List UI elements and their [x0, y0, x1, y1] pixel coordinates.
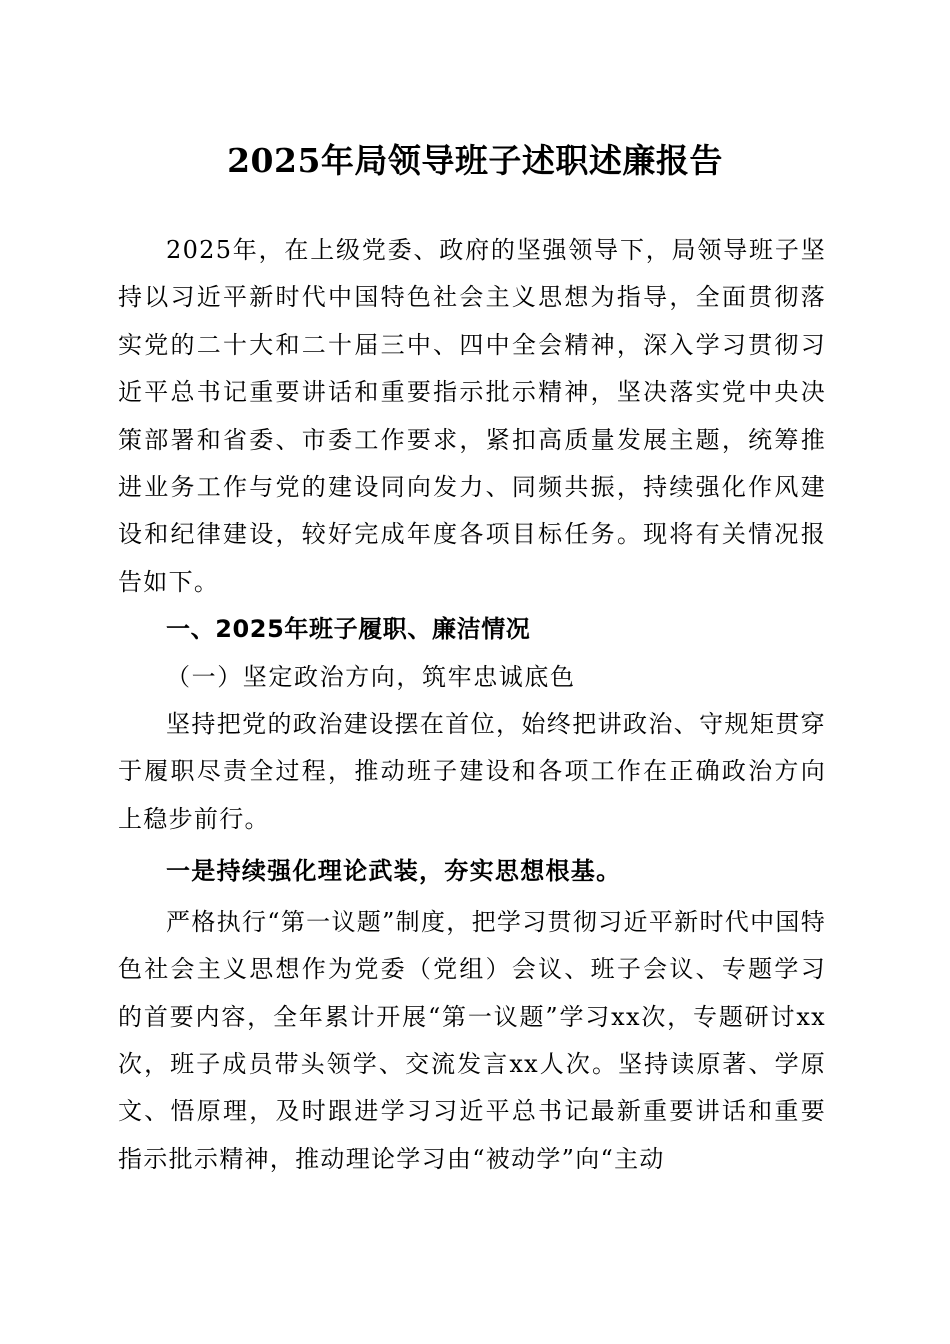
point-paragraph: 严格执行“第一议题”制度，把学习贯彻习近平新时代中国特色社会主义思想作为党委（党组）会议、班子会议、专题学习的首要内容，全年累计开展“第一议题”学习xx次，专题研讨xx次，班子成员带头领学、交流发言xx人次。坚持读原著、学原文、悟原理，及时跟进学习习近平总书记最新重要讲话和重要指示批示精神，推动理论学习由“被动学”向“主动 [118, 907, 826, 1173]
point-heading: 一是持续强化理论武装，夯实思想根基。 [166, 856, 622, 886]
document-title: 2025年局领导班子述职述廉报告 [227, 141, 723, 180]
document-body [118, 227, 826, 1183]
subsection-heading: （一）坚定政治方向，筑牢忠诚底色 [166, 662, 576, 691]
section-heading: 一、2025年班子履职、廉洁情况 [166, 615, 531, 644]
subsection-paragraph: 坚持把党的政治建设摆在首位，始终把讲政治、守规矩贯穿于履职尽责全过程，推动班子建设和各项工作在正确政治方向上稳步前行。 [118, 710, 826, 833]
intro-paragraph: 2025年，在上级党委、政府的坚强领导下，局领导班子坚持以习近平新时代中国特色社会主义思想为指导，全面贯彻落实党的二十大和二十届三中、四中全会精神，深入学习贯彻习近平总书记重要讲话和重要指示批示精神，坚决落实党中央决策部署和省委、市委工作要求，紧扣高质量发展主题，统筹推进业务工作与党的建设同向发力、同频共振，持续强化作风建设和纪律建设，较好完成年度各项目标任务。现将有关情况报告如下。 [118, 236, 826, 596]
